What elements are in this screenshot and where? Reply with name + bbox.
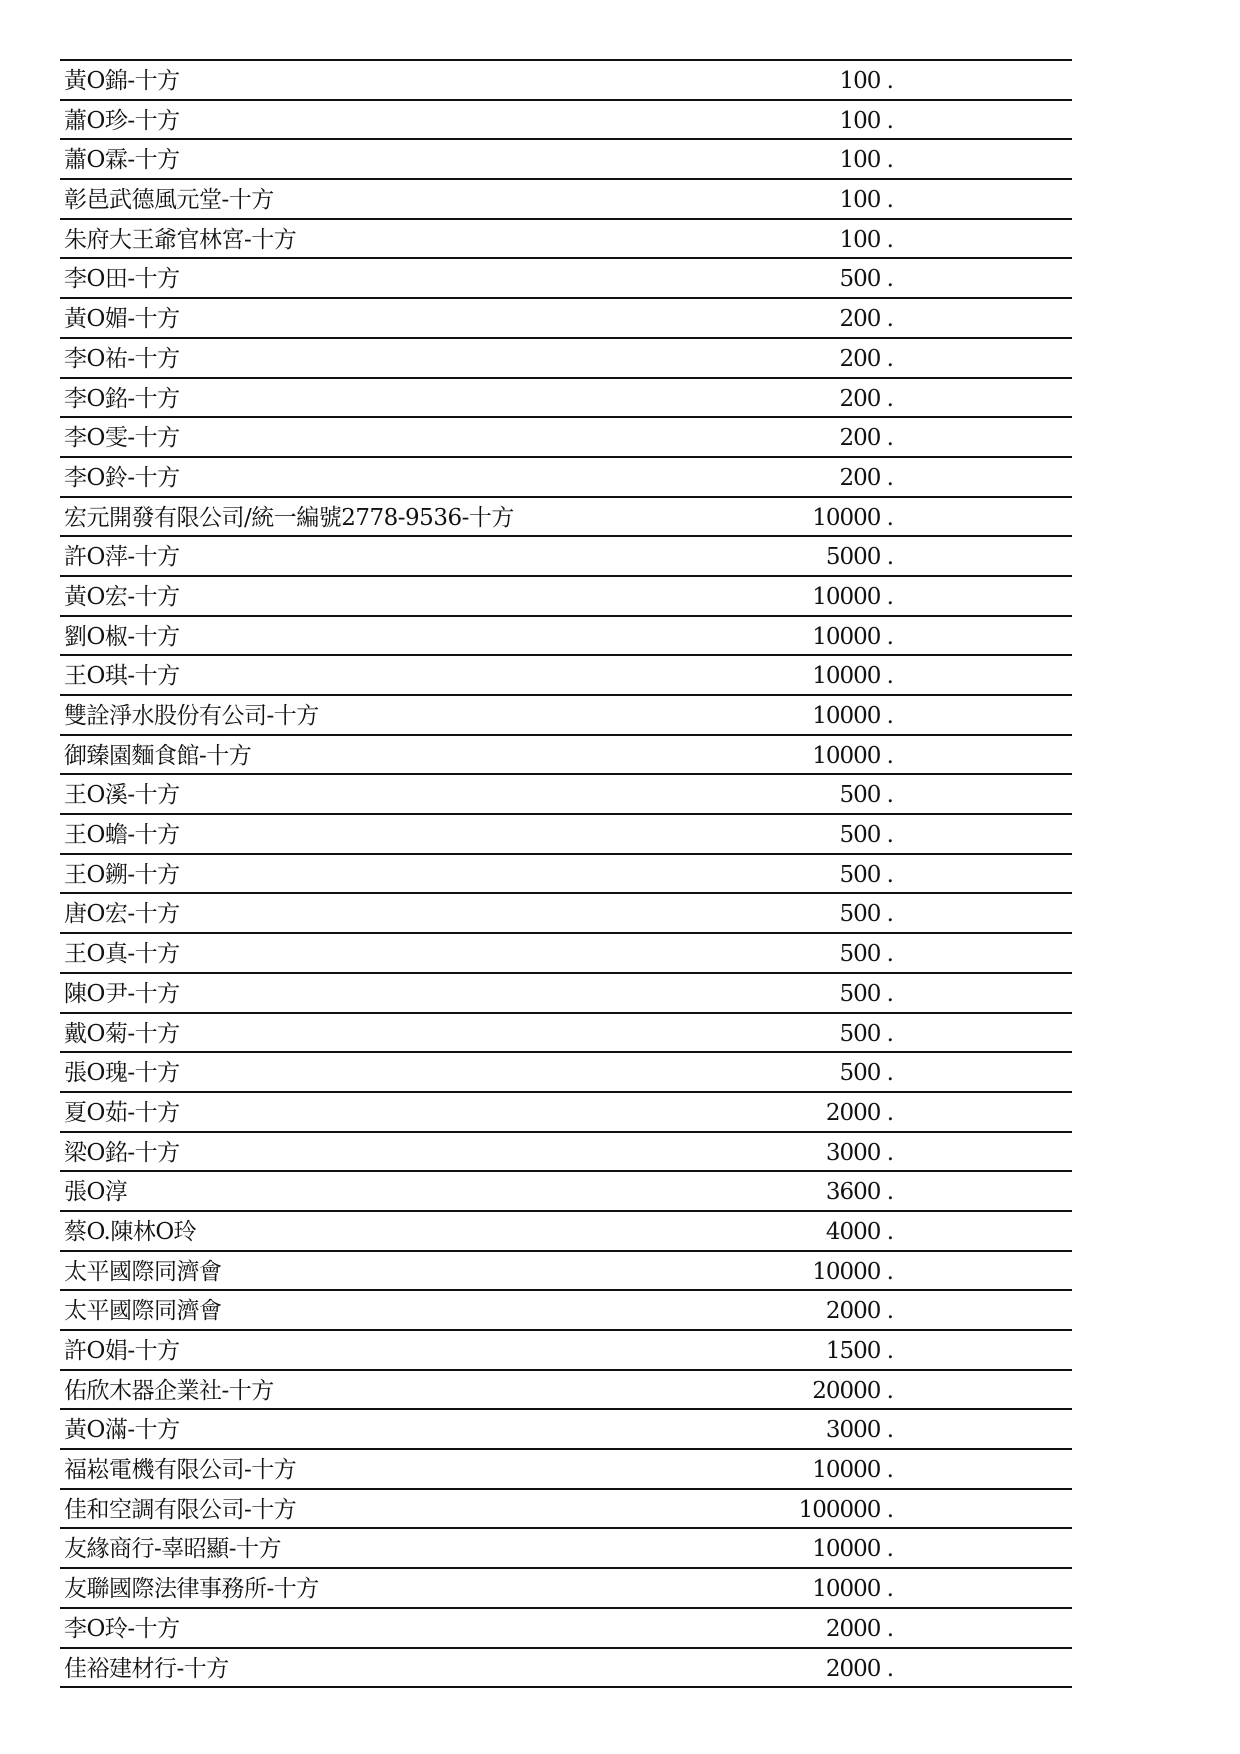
donation-amount: 200 . — [839, 345, 893, 372]
ledger-row — [60, 1450, 1072, 1490]
donation-amount: 2000 . — [825, 1615, 893, 1642]
donation-ledger — [60, 59, 1072, 1688]
donation-amount: 5000 . — [825, 544, 893, 571]
donation-amount: 200 . — [839, 385, 893, 412]
donation-amount: 10000 . — [812, 742, 893, 769]
donor-name: 佳和空調有限公司-十方 — [64, 1496, 297, 1523]
donation-amount: 100 . — [839, 147, 893, 174]
donation-amount: 10000 . — [812, 1576, 893, 1603]
donation-amount: 2000 . — [825, 1099, 893, 1126]
donor-name: 王O琪-十方 — [64, 663, 180, 690]
ledger-row — [60, 537, 1072, 577]
donation-amount: 3000 . — [825, 1417, 893, 1444]
ledger-row — [60, 894, 1072, 934]
donor-name: 黃O錦-十方 — [64, 68, 180, 94]
donation-amount: 200 . — [839, 306, 893, 333]
donation-amount: 500 . — [839, 861, 893, 888]
ledger-row — [60, 1331, 1072, 1371]
donor-name: 夏O茹-十方 — [64, 1099, 180, 1126]
donor-name: 友聯國際法律事務所-十方 — [64, 1576, 319, 1603]
ledger-row — [60, 299, 1072, 339]
donation-amount: 100 . — [839, 107, 893, 134]
donor-name: 友緣商行-辜昭顯-十方 — [64, 1536, 282, 1563]
ledger-row — [60, 1649, 1072, 1689]
donor-name: 雙詮淨水股份有公司-十方 — [64, 703, 319, 729]
ledger-row — [60, 775, 1072, 815]
donor-name: 王O真-十方 — [64, 941, 180, 968]
ledger-row — [60, 1569, 1072, 1609]
donation-amount: 10000 . — [812, 504, 893, 531]
donor-name: 黃O滿-十方 — [64, 1417, 180, 1444]
ledger-row — [60, 61, 1072, 101]
donation-amount: 10000 . — [812, 1536, 893, 1563]
donor-name: 福崧電機有限公司-十方 — [64, 1457, 297, 1484]
donor-name: 李O鈴-十方 — [64, 464, 180, 491]
donation-amount: 500 . — [839, 1060, 893, 1087]
donation-amount: 100 . — [839, 68, 893, 94]
donation-amount: 500 . — [839, 941, 893, 968]
donation-amount: 10000 . — [812, 1457, 893, 1484]
donor-name: 黃O宏-十方 — [64, 583, 180, 610]
donation-amount: 100000 . — [798, 1496, 893, 1523]
ledger-row — [60, 934, 1072, 974]
ledger-row — [60, 617, 1072, 657]
donor-name: 許O娟-十方 — [64, 1338, 180, 1364]
ledger-row — [60, 974, 1072, 1014]
ledger-row — [60, 1490, 1072, 1530]
donation-amount: 500 . — [839, 782, 893, 809]
ledger-row — [60, 140, 1072, 180]
donor-name: 王O蟾-十方 — [64, 822, 180, 849]
ledger-row — [60, 1212, 1072, 1252]
donation-amount: 3000 . — [825, 1139, 893, 1166]
ledger-row — [60, 1053, 1072, 1093]
ledger-row — [60, 101, 1072, 141]
donor-name: 蕭O珍-十方 — [64, 107, 180, 134]
ledger-row — [60, 656, 1072, 696]
donation-amount: 10000 . — [812, 583, 893, 610]
donor-name: 王O溪-十方 — [64, 782, 180, 809]
ledger-row — [60, 1014, 1072, 1054]
donor-name: 李O玲-十方 — [64, 1615, 180, 1642]
donor-name: 彰邑武德風元堂-十方 — [64, 187, 274, 214]
donation-amount: 500 . — [839, 901, 893, 928]
ledger-row — [60, 339, 1072, 379]
donation-amount: 2000 . — [825, 1298, 893, 1325]
donor-name: 陳O尹-十方 — [64, 980, 180, 1007]
donor-name: 王O鎙-十方 — [64, 861, 180, 888]
donation-amount: 10000 . — [812, 623, 893, 650]
donor-name: 太平國際同濟會 — [64, 1298, 222, 1325]
donor-name: 黃O媚-十方 — [64, 306, 180, 333]
ledger-row — [60, 1609, 1072, 1649]
ledger-row — [60, 1529, 1072, 1569]
ledger-row — [60, 696, 1072, 736]
donation-amount: 1500 . — [825, 1338, 893, 1364]
ledger-row — [60, 259, 1072, 299]
donor-name: 朱府大王爺官林宮-十方 — [64, 226, 297, 253]
donation-amount: 10000 . — [812, 1258, 893, 1285]
donor-name: 戴O菊-十方 — [64, 1020, 180, 1047]
donor-name: 佳裕建材行-十方 — [64, 1655, 229, 1682]
ledger-row — [60, 1093, 1072, 1133]
donor-name: 唐O宏-十方 — [64, 901, 180, 928]
donor-name: 梁O銘-十方 — [64, 1139, 180, 1166]
donor-name: 張O淳 — [64, 1179, 128, 1206]
donor-name: 李O銘-十方 — [64, 385, 180, 412]
donation-amount: 500 . — [839, 266, 893, 293]
donation-amount: 200 . — [839, 464, 893, 491]
donation-amount: 3600 . — [825, 1179, 893, 1206]
ledger-row — [60, 815, 1072, 855]
ledger-row — [60, 220, 1072, 260]
donor-name: 蔡O.陳林O玲 — [64, 1218, 197, 1245]
donation-amount: 20000 . — [812, 1377, 893, 1404]
ledger-row — [60, 498, 1072, 538]
donation-amount: 500 . — [839, 822, 893, 849]
donation-amount: 100 . — [839, 226, 893, 253]
ledger-row — [60, 418, 1072, 458]
donation-amount: 500 . — [839, 1020, 893, 1047]
donor-name: 劉O椒-十方 — [64, 623, 180, 650]
ledger-row — [60, 180, 1072, 220]
ledger-row — [60, 577, 1072, 617]
ledger-row — [60, 1252, 1072, 1292]
donor-name: 宏元開發有限公司/統一編號2778-9536-十方 — [64, 504, 514, 531]
donation-amount: 500 . — [839, 980, 893, 1007]
donor-name: 許O萍-十方 — [64, 544, 180, 571]
donor-name: 御臻園麵食館-十方 — [64, 742, 252, 769]
ledger-row — [60, 855, 1072, 895]
donor-name: 李O祐-十方 — [64, 345, 180, 372]
ledger-row — [60, 379, 1072, 419]
ledger-row — [60, 1291, 1072, 1331]
donor-name: 佑欣木器企業社-十方 — [64, 1377, 274, 1404]
ledger-row — [60, 1172, 1072, 1212]
donor-name: 張O瑰-十方 — [64, 1060, 180, 1087]
ledger-row — [60, 458, 1072, 498]
donor-name: 太平國際同濟會 — [64, 1258, 222, 1285]
donation-amount: 10000 . — [812, 663, 893, 690]
donation-amount: 100 . — [839, 187, 893, 214]
ledger-row — [60, 1133, 1072, 1173]
donor-name: 李O田-十方 — [64, 266, 180, 293]
ledger-row — [60, 1371, 1072, 1411]
donor-name: 蕭O霖-十方 — [64, 147, 180, 174]
donor-name: 李O雯-十方 — [64, 425, 180, 452]
ledger-row — [60, 736, 1072, 776]
donation-amount: 2000 . — [825, 1655, 893, 1682]
donation-amount: 10000 . — [812, 703, 893, 729]
donation-amount: 200 . — [839, 425, 893, 452]
ledger-row — [60, 1410, 1072, 1450]
donation-amount: 4000 . — [825, 1218, 893, 1245]
